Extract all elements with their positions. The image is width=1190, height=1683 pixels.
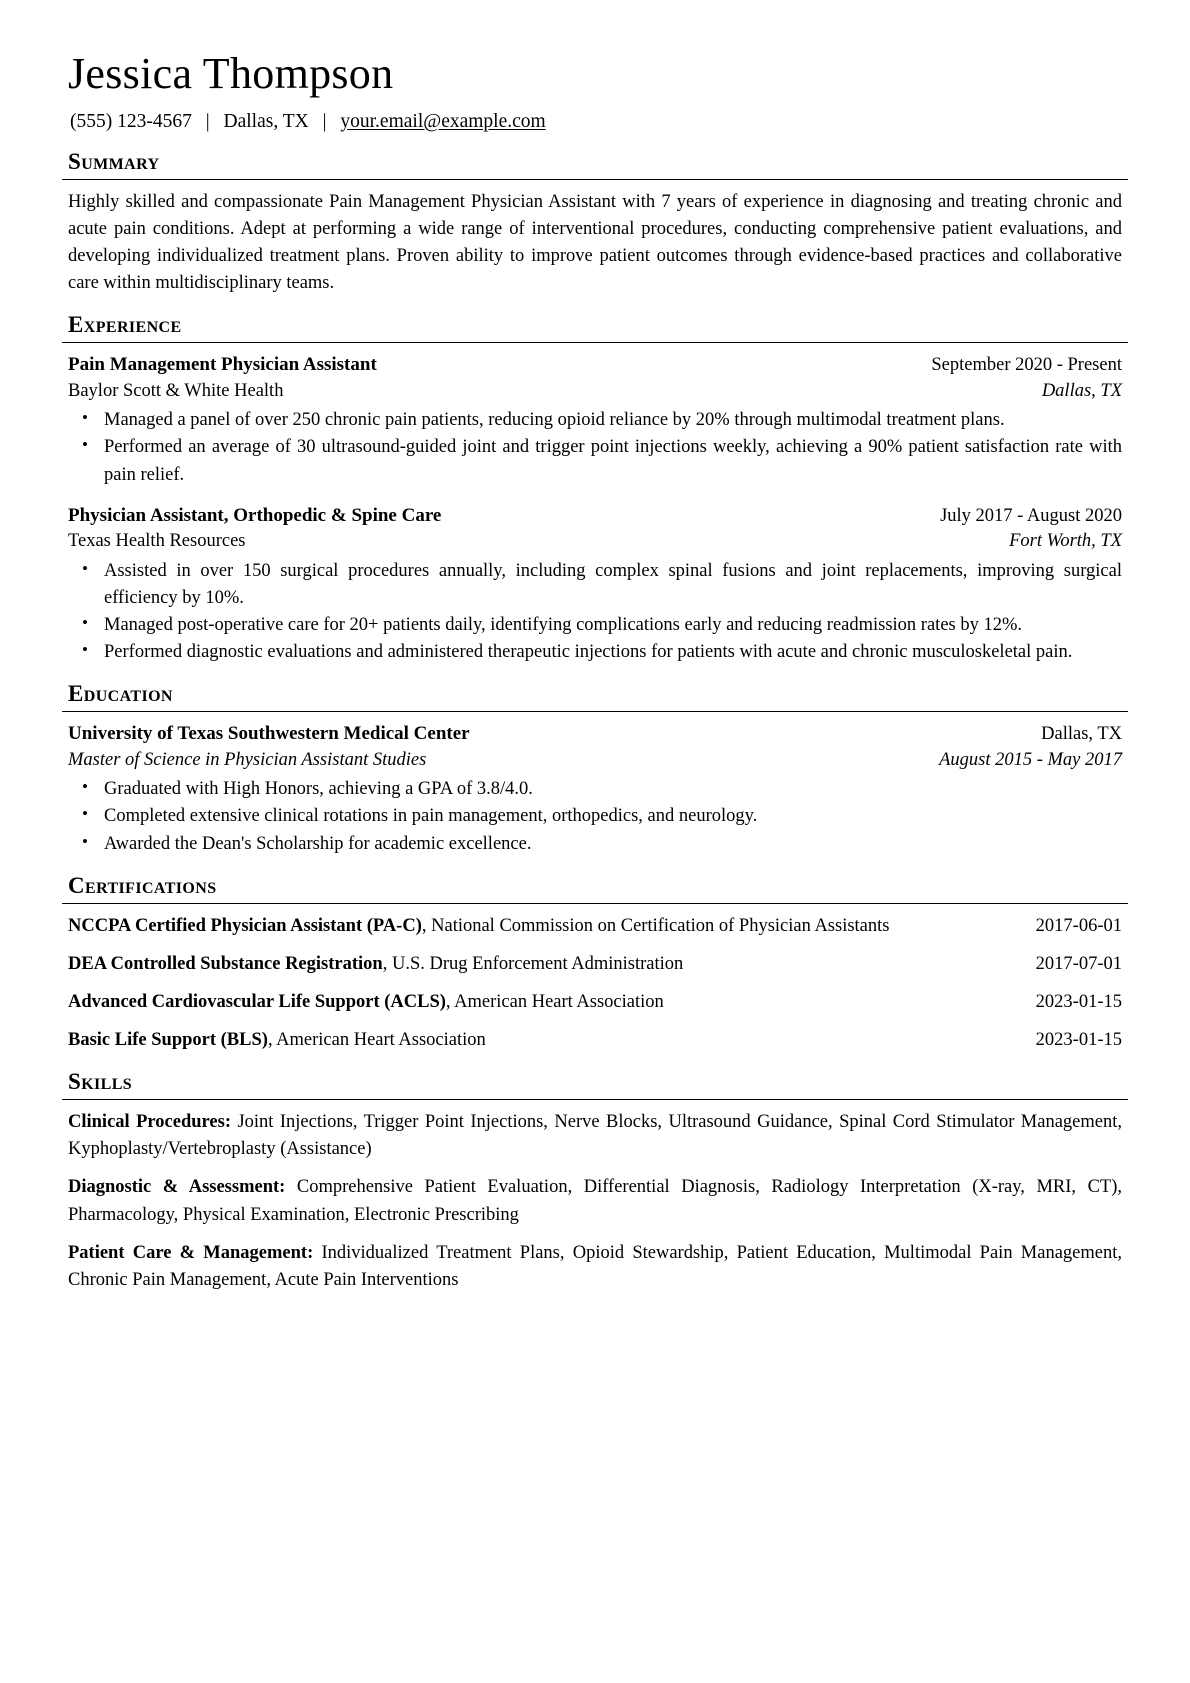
section-title-skills: Skills xyxy=(68,1069,133,1095)
section-title-certifications: Certifications xyxy=(68,872,217,898)
list-item: • Performed an average of 30 ultrasound-guided joint and trigger point injections weekly, achieving a 90% patient satisfaction rate with pain relief. xyxy=(102,434,1122,488)
certification-entry xyxy=(68,989,1122,1016)
certification-separator: , xyxy=(267,1030,277,1051)
list-item: • Managed post-operative care for 20+ patients daily, identifying complications early and reducing readmission rates by 12%. xyxy=(102,612,1122,639)
certification-entry xyxy=(68,951,1122,978)
certification-name: NCCPA Certified Physician Assistant (PA-C) xyxy=(68,915,422,936)
certification-entry xyxy=(68,913,1122,940)
job-location: Dallas, TX xyxy=(1041,380,1122,401)
job-company: Baylor Scott & White Health xyxy=(68,380,284,401)
list-item: • Assisted in over 150 surgical procedures annually, including complex spinal fusions and joint replacements, improving surgical efficiency by 10%. xyxy=(102,558,1122,612)
job-date: July 2017 - August 2020 xyxy=(940,505,1122,526)
list-item: • Graduated with High Honors, achieving a GPA of 3.8/4.0. xyxy=(102,776,1122,803)
location-text: Dallas, TX xyxy=(223,110,309,132)
email-link[interactable]: your.email@example.com xyxy=(340,110,546,132)
section-rule-summary xyxy=(62,179,1128,180)
certification-date: 2017-06-01 xyxy=(1035,915,1122,936)
experience-entry xyxy=(68,503,1122,667)
job-company: Texas Health Resources xyxy=(68,531,246,552)
certification-entry xyxy=(68,1027,1122,1054)
experience-entry xyxy=(68,352,1122,489)
job-location: Fort Worth, TX xyxy=(1009,531,1122,552)
skill-items: Individualized Treatment Plans, Opioid Stewardship, Patient Education, Multimodal Pain Management, Chronic Pain Management, Acute Pain Interventions xyxy=(68,1242,1122,1291)
skill-group xyxy=(68,1109,1122,1163)
section-experience xyxy=(62,312,1128,666)
job-bullet-list xyxy=(68,407,1122,489)
section-title-experience: Experience xyxy=(68,312,182,338)
section-education xyxy=(62,681,1128,857)
resume-header xyxy=(62,50,1128,134)
section-skills xyxy=(62,1069,1128,1294)
section-rule-skills xyxy=(62,1099,1128,1100)
certification-date: 2023-01-15 xyxy=(1035,1030,1122,1051)
certification-separator: , xyxy=(421,915,432,936)
certification-name: Advanced Cardiovascular Life Support (ACLS) xyxy=(68,991,446,1012)
phone-number: (555) 123-4567 xyxy=(70,110,192,132)
experience-title-row xyxy=(68,503,1122,530)
job-title: Physician Assistant, Orthopedic & Spine Care xyxy=(68,504,442,526)
job-title: Pain Management Physician Assistant xyxy=(68,354,377,376)
certification-separator: , xyxy=(445,991,455,1012)
skill-category-label: Patient Care & Management: xyxy=(68,1242,314,1263)
certification-name: DEA Controlled Substance Registration xyxy=(68,953,383,974)
section-rule-experience xyxy=(62,342,1128,343)
experience-company-row xyxy=(68,529,1122,555)
education-bullet-list xyxy=(68,776,1122,858)
section-title-summary: Summary xyxy=(68,148,160,174)
section-rule-certifications xyxy=(62,903,1128,904)
education-school-row xyxy=(68,721,1122,748)
contact-line xyxy=(70,109,1128,134)
section-summary xyxy=(62,149,1128,298)
skill-category-label: Clinical Procedures: xyxy=(68,1112,231,1133)
contact-separator-1: | xyxy=(205,110,210,132)
experience-company-row xyxy=(68,379,1122,405)
job-bullet-list xyxy=(68,558,1122,667)
certification-date: 2017-07-01 xyxy=(1035,953,1122,974)
skill-group xyxy=(68,1240,1122,1294)
certification-issuer: American Heart Association xyxy=(276,1030,486,1051)
certification-name: Basic Life Support (BLS) xyxy=(68,1030,268,1051)
skill-category-label: Diagnostic & Assessment: xyxy=(68,1177,286,1198)
skill-items: Joint Injections, Trigger Point Injections, Nerve Blocks, Ultrasound Guidance, Spinal Cord Stimulator Management, Kyphoplasty/Vertebroplasty (Assistance) xyxy=(68,1112,1123,1160)
school-location: Dallas, TX xyxy=(1041,724,1122,745)
summary-text: Highly skilled and compassionate Pain Management Physician Assistant with 7 years of experience in diagnosing and treating chronic and acute pain conditions. Adept at performing a wide range of interventional procedures, conducting comprehensive patient evaluations, and developing individualized treatment plans. Proven ability to improve patient outcomes through evidence-based practices and collaborative care within multidisciplinary teams. xyxy=(68,191,1122,294)
job-date: September 2020 - Present xyxy=(931,355,1122,376)
list-item: • Completed extensive clinical rotations in pain management, orthopedics, and neurology. xyxy=(102,803,1122,830)
degree-date: August 2015 - May 2017 xyxy=(939,749,1122,770)
list-item: • Performed diagnostic evaluations and administered therapeutic injections for patients with acute and chronic musculoskeletal pain. xyxy=(102,639,1122,666)
skill-items: Comprehensive Patient Evaluation, Differential Diagnosis, Radiology Interpretation (X-ray, MRI, CT), Pharmacology, Physical Examination, Electronic Prescribing xyxy=(68,1177,1122,1225)
list-item: • Managed a panel of over 250 chronic pain patients, reducing opioid reliance by 20% through multimodal treatment plans. xyxy=(102,407,1122,434)
degree-name: Master of Science in Physician Assistant Studies xyxy=(68,749,427,770)
section-certifications xyxy=(62,873,1128,1055)
education-entry xyxy=(68,721,1122,858)
section-rule-education xyxy=(62,711,1128,712)
certification-date: 2023-01-15 xyxy=(1035,991,1122,1012)
certification-separator: , xyxy=(382,953,392,974)
list-item: • Awarded the Dean's Scholarship for academic excellence. xyxy=(102,831,1122,858)
candidate-name: Jessica Thompson xyxy=(68,49,394,98)
experience-title-row xyxy=(68,352,1122,379)
education-degree-row xyxy=(68,748,1122,774)
certification-issuer: National Commission on Certification of Physician Assistants xyxy=(431,915,890,936)
certification-issuer: American Heart Association xyxy=(454,991,664,1012)
section-title-education: Education xyxy=(68,681,173,707)
school-name: University of Texas Southwestern Medical Center xyxy=(68,723,470,745)
contact-separator-2: | xyxy=(322,110,327,132)
certification-issuer: U.S. Drug Enforcement Administration xyxy=(391,953,684,974)
skill-group xyxy=(68,1174,1122,1228)
